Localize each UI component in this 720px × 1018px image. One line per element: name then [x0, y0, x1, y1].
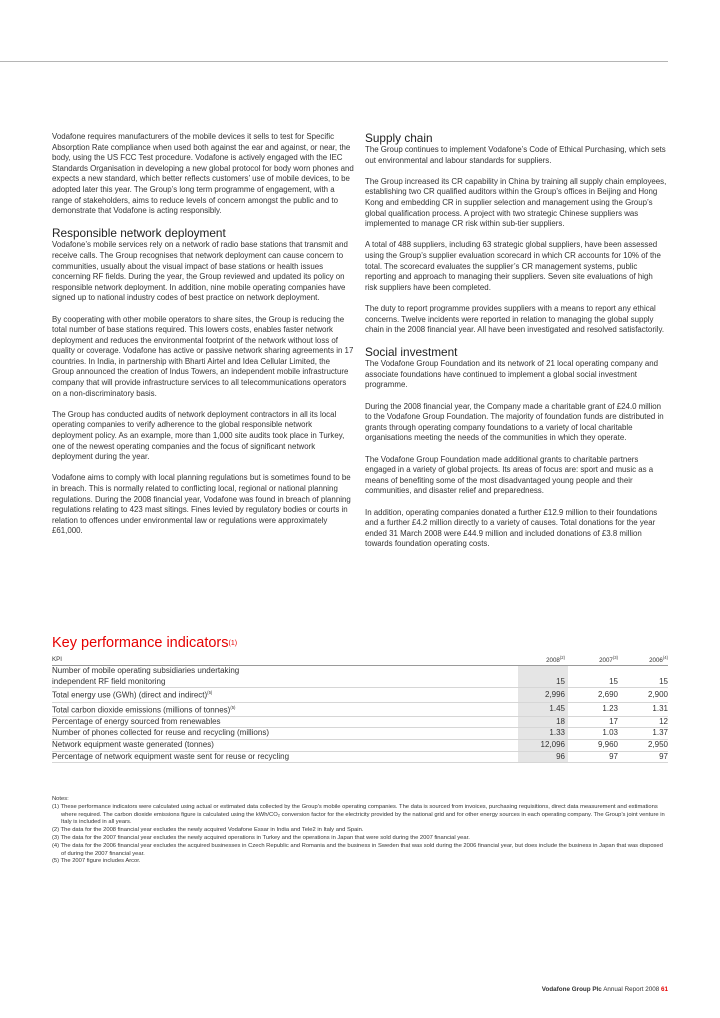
note-item: (1) These performance indicators were calculated using actual or estimated data collected by the Group’s mobile operating companies. The data is sourced from invoices, purchasing requisitions, direct data measurement and estimations where required. The carbon dioxide emissions figure is calculated using the kWh/CO₂ conversion factor for the electricity provided by the national grid and for other energy sources in each operating company. The Group’s joint venture in Italy is included in all years. [52, 803, 665, 826]
kpi-value-2007: 15 [568, 677, 618, 688]
paragraph: The Group has conducted audits of network deployment contractors in all its local operating companies to verify adherence to the global responsible network deployment policy. As an example, more than 1,000 site audits took place in Turkey, one of the newest operating companies and the focus of significant network deployment during the year. [52, 409, 345, 462]
paragraph: During the 2008 financial year, the Company made a charitable grant of £24.0 million to the Vodafone Group Foundation. The majority of foundation funds are distributed in grants through operating company foundations to a variety of local charitable organisations meeting the needs of the communities in which they operate. [365, 401, 664, 443]
top-divider [0, 61, 668, 62]
kpi-value-2008: 2,996 [518, 688, 568, 702]
notes [52, 796, 668, 866]
kpi-label: Total carbon dioxide emissions (millions of tonnes)$^{(5)}$ [52, 702, 518, 716]
table-row [52, 716, 668, 728]
kpi-value-2008: 12,096 [518, 739, 568, 751]
kpi-value-2008: 18 [518, 716, 568, 728]
kpi-value-2007: 1.03 [568, 728, 618, 740]
year-header-2007: 2007$^{(3)}$ [568, 654, 618, 666]
year-header-2006: 2006$^{(4)}$ [618, 654, 668, 666]
paragraph: A total of 488 suppliers, including 63 strategic global suppliers, have been assessed using the Group’s supplier evaluation scorecard in which CR accounts for 10% of the total. The scorecard evaluates the supplier’s CR management systems, public reporting and approach to managing their suppliers. Seven site evaluations of high risk suppliers have been completed. [365, 240, 661, 292]
footer-company: Vodafone Group Plc [541, 986, 602, 993]
kpi-value-2008: 1.45 [518, 702, 568, 716]
paragraph: The Group increased its CR capability in China by training all supply chain employees, establishing two CR qualified auditors within the Group’s offices in Beijing and Hong Kong and embedding CR in supplier selection and management using the Group’s global qualification process. A project with two strategic Chinese suppliers was implemented to manage CR risk within sub-tier suppliers. [365, 176, 667, 229]
right-column [365, 132, 667, 561]
section-heading: Supply chain [365, 131, 433, 145]
paragraph: The duty to report programme provides suppliers with a means to report any ethical concerns. Twelve incidents were reported in relation to managing the global supply chain in the 2008 financial year. All have been investigated and resolved satisfactorily. [365, 303, 665, 335]
kpi-label: Network equipment waste generated (tonnes) [52, 739, 518, 751]
year-header-2008: 2008$^{(2)}$ [518, 654, 568, 666]
kpi-value-2006: 15 [618, 677, 668, 688]
note-item: (5) The 2007 figure includes Arcor. [52, 858, 141, 865]
table-row [52, 688, 668, 702]
kpi-value-2006: 1.37 [618, 728, 668, 740]
table-row [52, 739, 668, 751]
kpi-value-2007: 2,690 [568, 688, 618, 702]
section-heading: Responsible network deployment [52, 226, 226, 241]
table-row [52, 666, 668, 677]
section-heading: Social investment [365, 345, 458, 360]
kpi-section [52, 634, 668, 763]
footer-report: Annual Report 2008 [603, 986, 660, 993]
paragraph: The Vodafone Group Foundation made additional grants to charitable partners engaged in a variety of global projects. Its areas of focus are: sport and music as a means of benefiting some of the most disadvantaged young people and their communities, and disaster relief and preparedness. [365, 454, 654, 496]
kpi-value-2007: 9,960 [568, 739, 618, 751]
kpi-header-row [52, 654, 668, 666]
paragraph: The Group continues to implement Vodafone’s Code of Ethical Purchasing, which sets out environmental and labour standards for suppliers. [365, 145, 666, 165]
kpi-label: Total energy use (GWh) (direct and indirect)$^{(5)}$ [52, 688, 518, 702]
kpi-value-2006: 2,900 [618, 688, 668, 702]
kpi-table [52, 654, 668, 763]
kpi-title-note: (1) [228, 640, 238, 647]
page-footer [542, 986, 668, 993]
paragraph: Vodafone aims to comply with local planning regulations but is sometimes found to be in breach. This is normally related to conflicting local, regional or national planning regulations. During the 2008 financial year, Vodafone was found in breach of planning regulations relating to 423 mast sitings. Fines levied by regulatory bodies or courts in relation to offences under environmental law or regulations were approximately £61,000. [52, 473, 351, 536]
paragraph: Vodafone requires manufacturers of the mobile devices it sells to test for Specific Absorption Rate compliance when used both against the ear and against, or near, the body, using the US FCC Test procedure. Vodafone is actively engaged with the IEC Standards Organisation in developing a new global protocol for body worn phones and expects a new standard, which better reflects customers’ use of mobile devices, to be adopted later this year. The Group’s long term programme of engagement, with a range of stakeholders, aims to reduce levels of concern amongst the public and to demonstrate that Vodafone is acting responsibly. [52, 132, 354, 216]
kpi-title [52, 634, 668, 652]
page-number: 61 [660, 986, 668, 993]
kpi-title-text: Key performance indicators [52, 635, 229, 651]
table-row [52, 751, 668, 763]
kpi-value-2008: 96 [518, 751, 568, 763]
kpi-value-2007: 1.23 [568, 702, 618, 716]
note-item: (2) The data for the 2008 financial year excludes the newly acquired Vodafone Essar in India and Tele2 in Italy and Spain. [52, 827, 364, 834]
table-row [52, 677, 668, 688]
kpi-value-2006: 1.31 [618, 702, 668, 716]
left-column [52, 132, 354, 548]
kpi-label: independent RF field monitoring [52, 677, 518, 688]
kpi-label: Percentage of network equipment waste sent for reuse or recycling [52, 751, 518, 763]
note-item: (4) The data for the 2006 financial year excludes the acquired businesses in Czech Republic and Romania and the business in Sweden that was sold during the 2006 financial year, but does include the business in Japan that was disposed of during the 2007 financial year. [52, 842, 663, 857]
note-item: (3) The data for the 2007 financial year excludes the newly acquired operations in Turkey and the operations in Japan that were sold during the 2007 financial year. [52, 834, 470, 841]
table-row [52, 728, 668, 740]
kpi-value-2008: 1.33 [518, 728, 568, 740]
kpi-label: Number of mobile operating subsidiaries undertaking [52, 666, 240, 676]
kpi-value-2006: 2,950 [618, 739, 668, 751]
kpi-value-2007: 17 [568, 716, 618, 728]
kpi-value-2006: 97 [618, 751, 668, 763]
table-row [52, 702, 668, 716]
kpi-label: Percentage of energy sourced from renewables [52, 716, 518, 728]
notes-title: Notes: [52, 796, 69, 802]
paragraph: Vodafone’s mobile services rely on a network of radio base stations that transmit and receive calls. The Group recognises that network deployment can cause concern to communities, usually about the visual impact of base stations or health issues concerning RF fields. During the year, the Group reviewed and updated its policy on responsible network deployment. In addition, nine mobile operating companies have signed up to national industry codes of best practice on network deployment. [52, 240, 348, 303]
paragraph: By cooperating with other mobile operators to share sites, the Group is reducing the total number of base stations required. This lowers costs, enables faster network deployment and reduces the environmental footprint of the network without loss of quality or coverage. Vodafone has active or passive network sharing agreements in 17 countries. In India, in partnership with Bharti Airtel and Idea Cellular Limited, the Group announced the creation of Indus Towers, an independent mobile infrastructure company that will provide infrastructure services to all telecommunications operators on a non-discriminatory basis. [52, 314, 354, 398]
kpi-label: Number of phones collected for reuse and recycling (millions) [52, 728, 518, 740]
paragraph: In addition, operating companies donated a further £12.9 million to their foundations and a further £4.2 million directly to a variety of causes. Total donations for the year ended 31 March 2008 were £44.9 million and included donations of £3.8 million towards foundation operating costs. [365, 507, 658, 549]
kpi-column-header: KPI [52, 654, 518, 666]
kpi-value-2008: 15 [518, 677, 568, 688]
kpi-value-2006: 12 [618, 716, 668, 728]
paragraph: The Vodafone Group Foundation and its network of 21 local operating company and associate foundations have continued to implement a global social investment programme. [365, 359, 659, 390]
kpi-value-2007: 97 [568, 751, 618, 763]
